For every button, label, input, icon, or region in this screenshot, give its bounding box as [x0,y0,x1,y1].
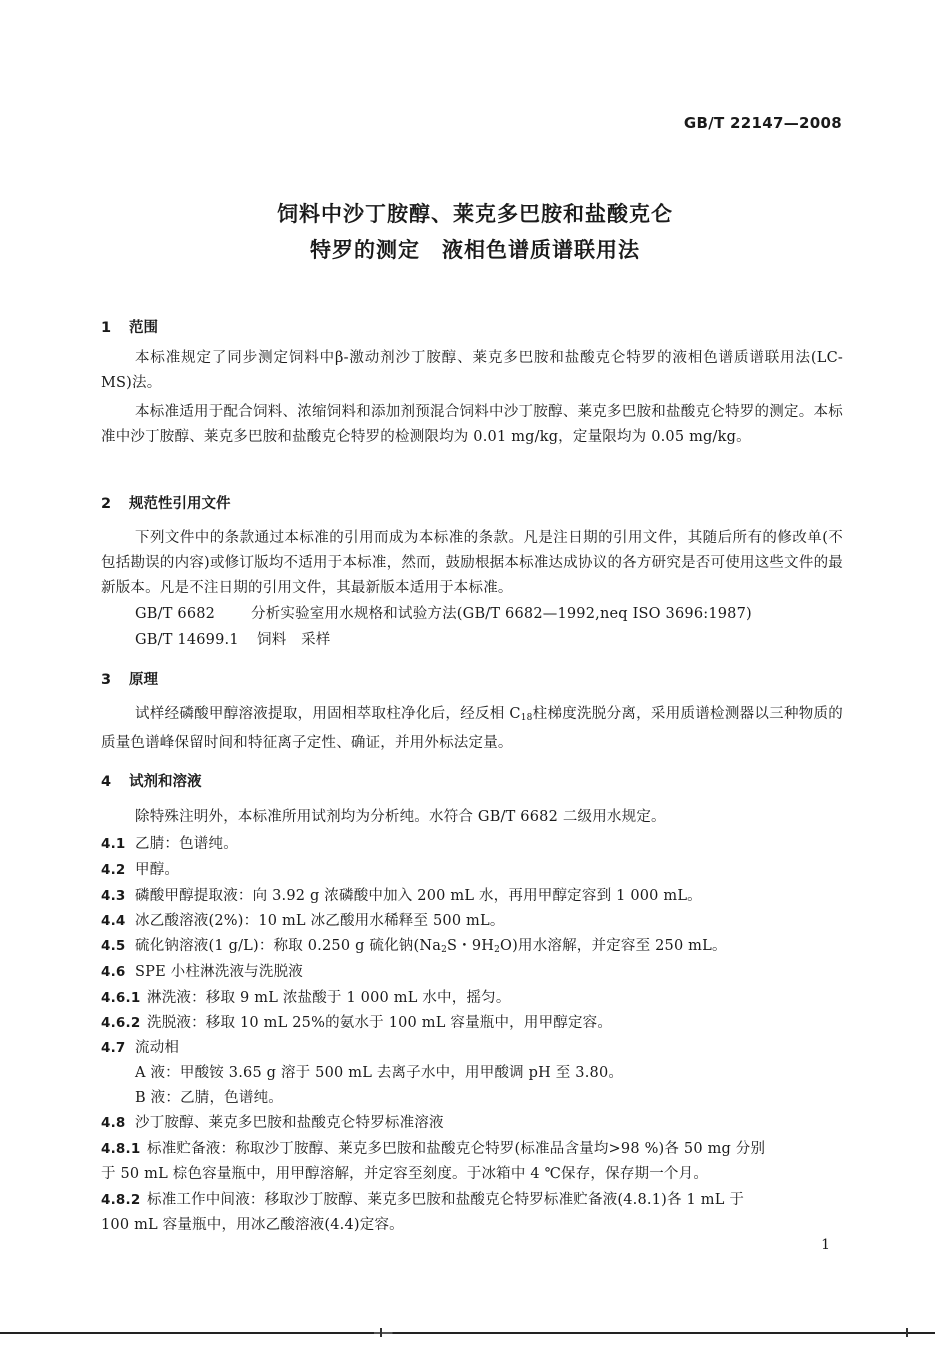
item-4-8 [101,1111,843,1132]
item-4-8-2-cont: 100 mL 容量瓶中，用冰乙酸溶液(4.4)定容。 [101,1217,404,1233]
mobile-phase-a: A 液：甲酸铵 3.65 g 溶于 500 mL 去离子水中，用甲酸调 pH 至 3.80。 [135,1065,624,1081]
item-4-7 [101,1036,843,1057]
item-text-line-1: 标准工作中间液：移取沙丁胺醇、莱克多巴胺和盐酸克仑特罗标准贮备液(4.8.1)各 1 mL 于 [147,1192,745,1208]
section-2-paragraph-1: 下列文件中的条款通过本标准的引用而成为本标准的条款。凡是注日期的引用文件，其随后所有的修改单(不包括勘误的内容)或修订版均不适用于本标准，然而，鼓励根据本标准达成协议的各方研究是否可使用这些文件的最新版本。凡是不注日期的引用文件，其最新版本适用于本标准。 [101,530,843,596]
item-text: 淋洗液：移取 9 mL 浓盐酸于 1 000 mL 水中，摇匀。 [147,990,511,1006]
section-1-heading [101,316,158,337]
item-text: 甲醇。 [135,862,180,878]
item-number: 4.3 [101,888,126,904]
section-title: 试剂和溶液 [129,774,202,790]
item-number: 4.2 [101,862,126,878]
document-title-line-1: 饲料中沙丁胺醇、莱克多巴胺和盐酸克仑 [277,202,673,226]
page-number: 1 [821,1237,830,1253]
section-number: 3 [101,672,112,688]
normative-reference-2 [135,628,877,649]
item-text: 流动相 [135,1040,180,1056]
item-number: 4.6.2 [101,1015,141,1031]
scan-tick-mark [906,1328,908,1337]
item-4-8-1-cont: 于 50 mL 棕色容量瓶中，用甲醇溶解，并定容至刻度。于冰箱中 4 ℃保存，保存期一个月。 [101,1166,709,1182]
section-4-intro: 除特殊注明外，本标准所用试剂均为分析纯。水符合 GB/T 6682 二级用水规定。 [135,809,666,825]
section-number: 4 [101,774,112,790]
item-text: 沙丁胺醇、莱克多巴胺和盐酸克仑特罗标准溶液 [135,1115,444,1131]
item-text-line-1: 标准贮备液：称取沙丁胺醇、莱克多巴胺和盐酸克仑特罗(标准品含量均>98 %)各 50 mg 分别 [147,1141,766,1157]
section-number: 1 [101,320,112,336]
item-text: 冰乙酸溶液(2%)：10 mL 冰乙酸用水稀释至 500 mL。 [135,913,505,929]
document-title-line-2: 特罗的测定 液相色谱质谱联用法 [310,238,640,262]
reference-title: 饲料 采样 [257,632,331,648]
section-2-heading [101,492,231,513]
scan-tick-mark [380,1328,382,1337]
item-4-6 [101,960,843,981]
item-number: 4.5 [101,938,126,954]
standard-code: GB/T 22147—2008 [683,114,842,132]
reference-code: GB/T 6682 [135,606,216,622]
item-number: 4.8.1 [101,1141,141,1157]
item-number: 4.6 [101,964,126,980]
subscript: 2 [494,945,501,955]
item-text-part-3: O)用水溶解，并定容至 250 mL。 [500,938,727,954]
item-4-6-1 [101,986,843,1007]
principle-text-part-2: 柱梯度洗脱分离，采用质谱检测器以三种物质的质量色谱峰保留时间和特征离子定性、确证，并用外标法定量。 [101,706,843,751]
section-1-paragraph-1: 本标准规定了同步测定饲料中β-激动剂沙丁胺醇、莱克多巴胺和盐酸克仑特罗的液相色谱质谱联用法(LC-MS)法。 [101,350,843,391]
section-title: 原理 [129,672,158,688]
item-text: SPE 小柱淋洗液与洗脱液 [135,964,303,980]
item-number: 4.6.1 [101,990,141,1006]
item-text: 洗脱液：移取 10 mL 25%的氨水于 100 mL 容量瓶中，用甲醇定容。 [147,1015,613,1031]
item-text-part-2: S・9H [447,938,495,954]
subscript: 2 [441,945,447,955]
reference-code: GB/T 14699.1 [135,632,239,648]
reference-title: 分析实验室用水规格和试验方法(GB/T 6682—1992,neq ISO 3696:1987) [251,606,752,622]
item-number: 4.1 [101,836,126,852]
item-4-3 [101,884,843,905]
item-4-4 [101,909,843,930]
section-3-heading [101,668,158,689]
item-4-6-2 [101,1011,843,1032]
section-3-paragraph-1 [101,702,843,756]
column-subscript: 18 [520,713,533,723]
item-4-8-1 [101,1137,843,1158]
item-text: 磷酸甲醇提取液：向 3.92 g 浓磷酸中加入 200 mL 水，再用甲醇定容到 1 000 mL。 [135,888,702,904]
section-1-paragraph-2: 本标准适用于配合饲料、浓缩饲料和添加剂预混合饲料中沙丁胺醇、莱克多巴胺和盐酸克仑特罗的测定。本标准中沙丁胺醇、莱克多巴胺和盐酸克仑特罗的检测限均为 0.01 mg/kg，定量限均为 0.05 mg/kg。 [101,404,843,445]
mobile-phase-b: B 液：乙腈，色谱纯。 [135,1090,283,1106]
section-title: 规范性引用文件 [129,496,231,512]
item-4-2 [101,858,843,879]
item-4-8-2 [101,1188,843,1209]
principle-text-part-1: 试样经磷酸甲醇溶液提取，用固相萃取柱净化后，经反相 C [135,706,521,722]
item-number: 4.4 [101,913,126,929]
scan-bottom-rule [0,1332,935,1334]
item-number: 4.8 [101,1115,126,1131]
item-4-5 [101,934,843,955]
normative-reference-1 [135,602,877,623]
item-text-part-1: 硫化钠溶液(1 g/L)：称取 0.250 g 硫化钠(Na [135,938,442,954]
section-number: 2 [101,496,112,512]
section-title: 范围 [129,320,158,336]
item-text: 乙腈：色谱纯。 [135,836,238,852]
section-4-heading [101,770,202,791]
item-number: 4.8.2 [101,1192,141,1208]
item-4-1 [101,832,843,853]
item-number: 4.7 [101,1040,126,1056]
